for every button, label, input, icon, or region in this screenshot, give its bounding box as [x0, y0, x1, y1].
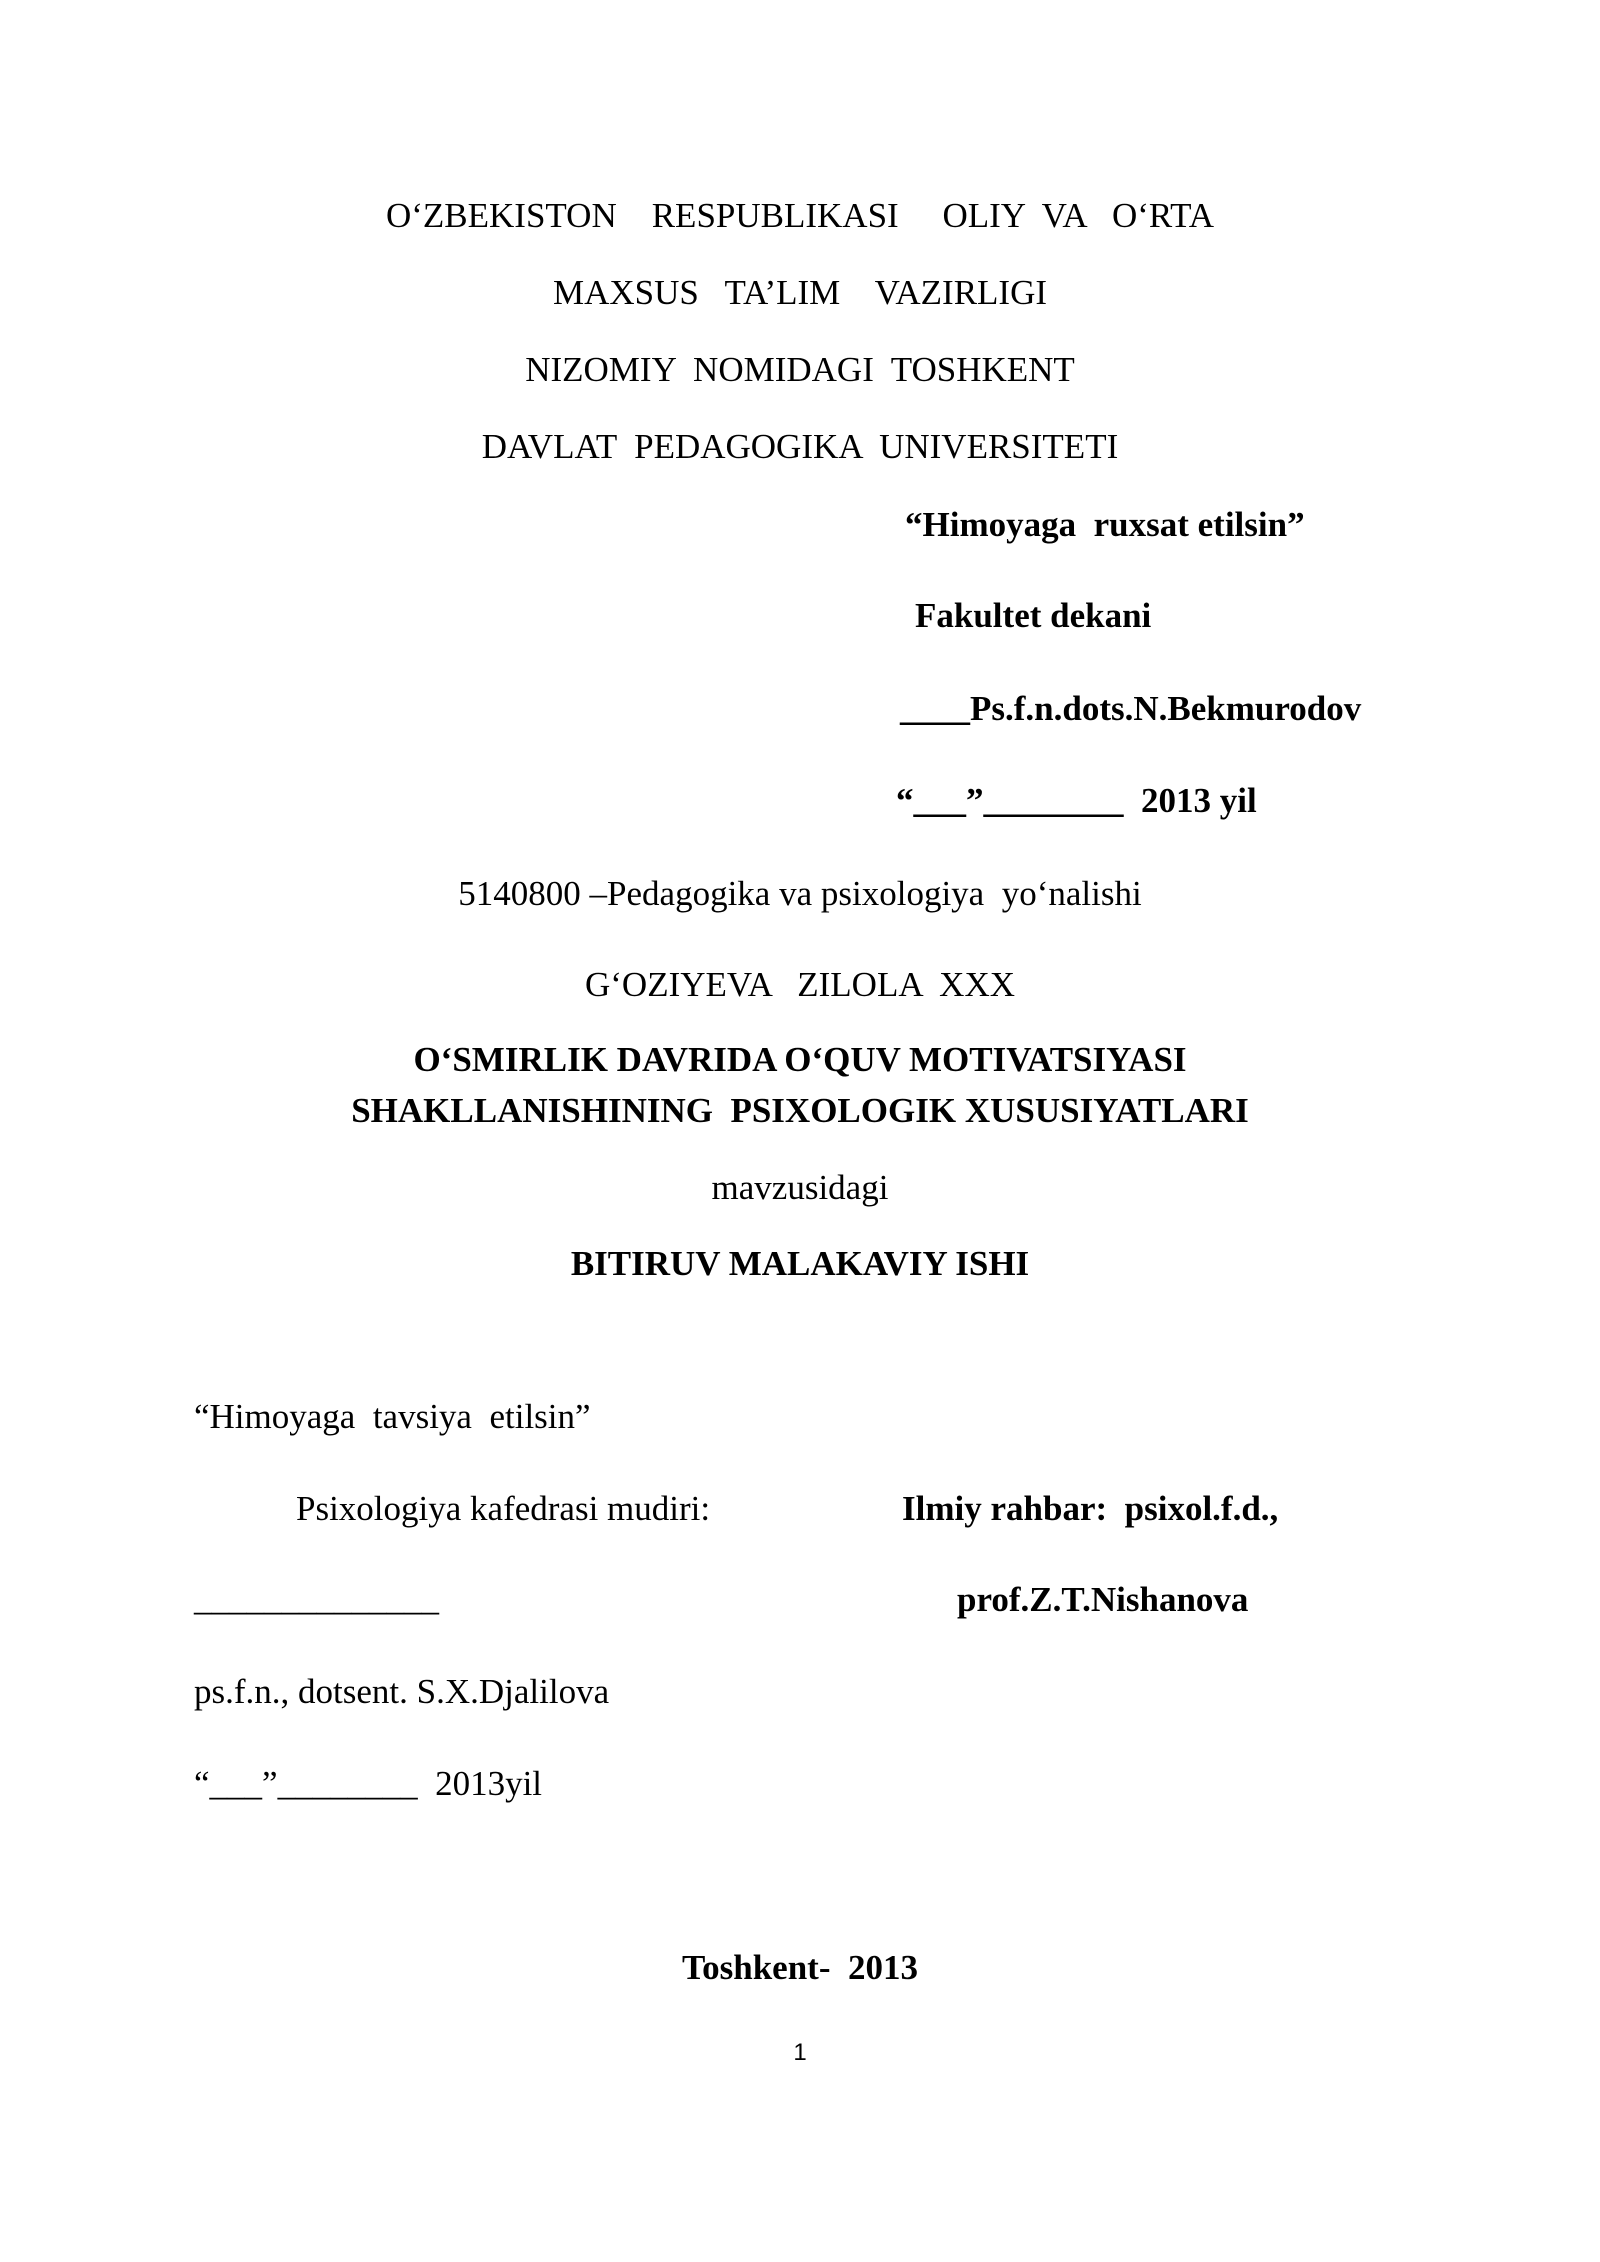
author-name: G‘OZIYEVA ZILOLA XXX — [585, 965, 1015, 1004]
ministry-line-1: O‘ZBEKISTON RESPUBLIKASI OLIY VA O‘RTA — [385, 196, 1214, 235]
direction-code: 5140800 –Pedagogika va psixologiya yo‘nalishi — [458, 874, 1142, 913]
approval-position: Fakultet dekani — [915, 596, 1152, 635]
page-number: 1 — [793, 2039, 807, 2066]
supervisor-label: Ilmiy rahbar: psixol.f.d., — [902, 1489, 1279, 1528]
department-head-name: ps.f.n., dotsent. S.X.Djalilova — [194, 1672, 610, 1711]
supervisor-name: prof.Z.T.Nishanova — [957, 1580, 1249, 1619]
approval-date: “___”________ 2013 yil — [896, 781, 1257, 820]
university-line-1: NIZOMIY NOMIDAGI TOSHKENT — [525, 350, 1075, 389]
ministry-line-2: MAXSUS TA’LIM VAZIRLIGI — [552, 273, 1048, 312]
department-head-label: Psixologiya kafedrasi mudiri: — [296, 1489, 711, 1528]
work-type: BITIRUV MALAKAVIY ISHI — [570, 1244, 1030, 1283]
department-approval-date: “___”________ 2013yil — [194, 1764, 543, 1803]
subject-label: mavzusidagi — [711, 1168, 889, 1207]
signature-line: ______________ — [194, 1579, 439, 1618]
approval-permission: “Himoyaga ruxsat etilsin” — [905, 505, 1305, 544]
city-year: Toshkent- 2013 — [682, 1948, 918, 1987]
thesis-title-line-2: SHAKLLANISHINING PSIXOLOGIK XUSUSIYATLARI — [351, 1091, 1249, 1130]
recommendation-text: “Himoyaga tavsiya etilsin” — [194, 1397, 591, 1436]
thesis-title-line-1: O‘SMIRLIK DAVRIDA O‘QUV MOTIVATSIYASI — [413, 1040, 1187, 1079]
university-line-2: DAVLAT PEDAGOGIKA UNIVERSITETI — [481, 427, 1119, 466]
approval-signature: ____Ps.f.n.dots.N.Bekmurodov — [900, 689, 1362, 728]
